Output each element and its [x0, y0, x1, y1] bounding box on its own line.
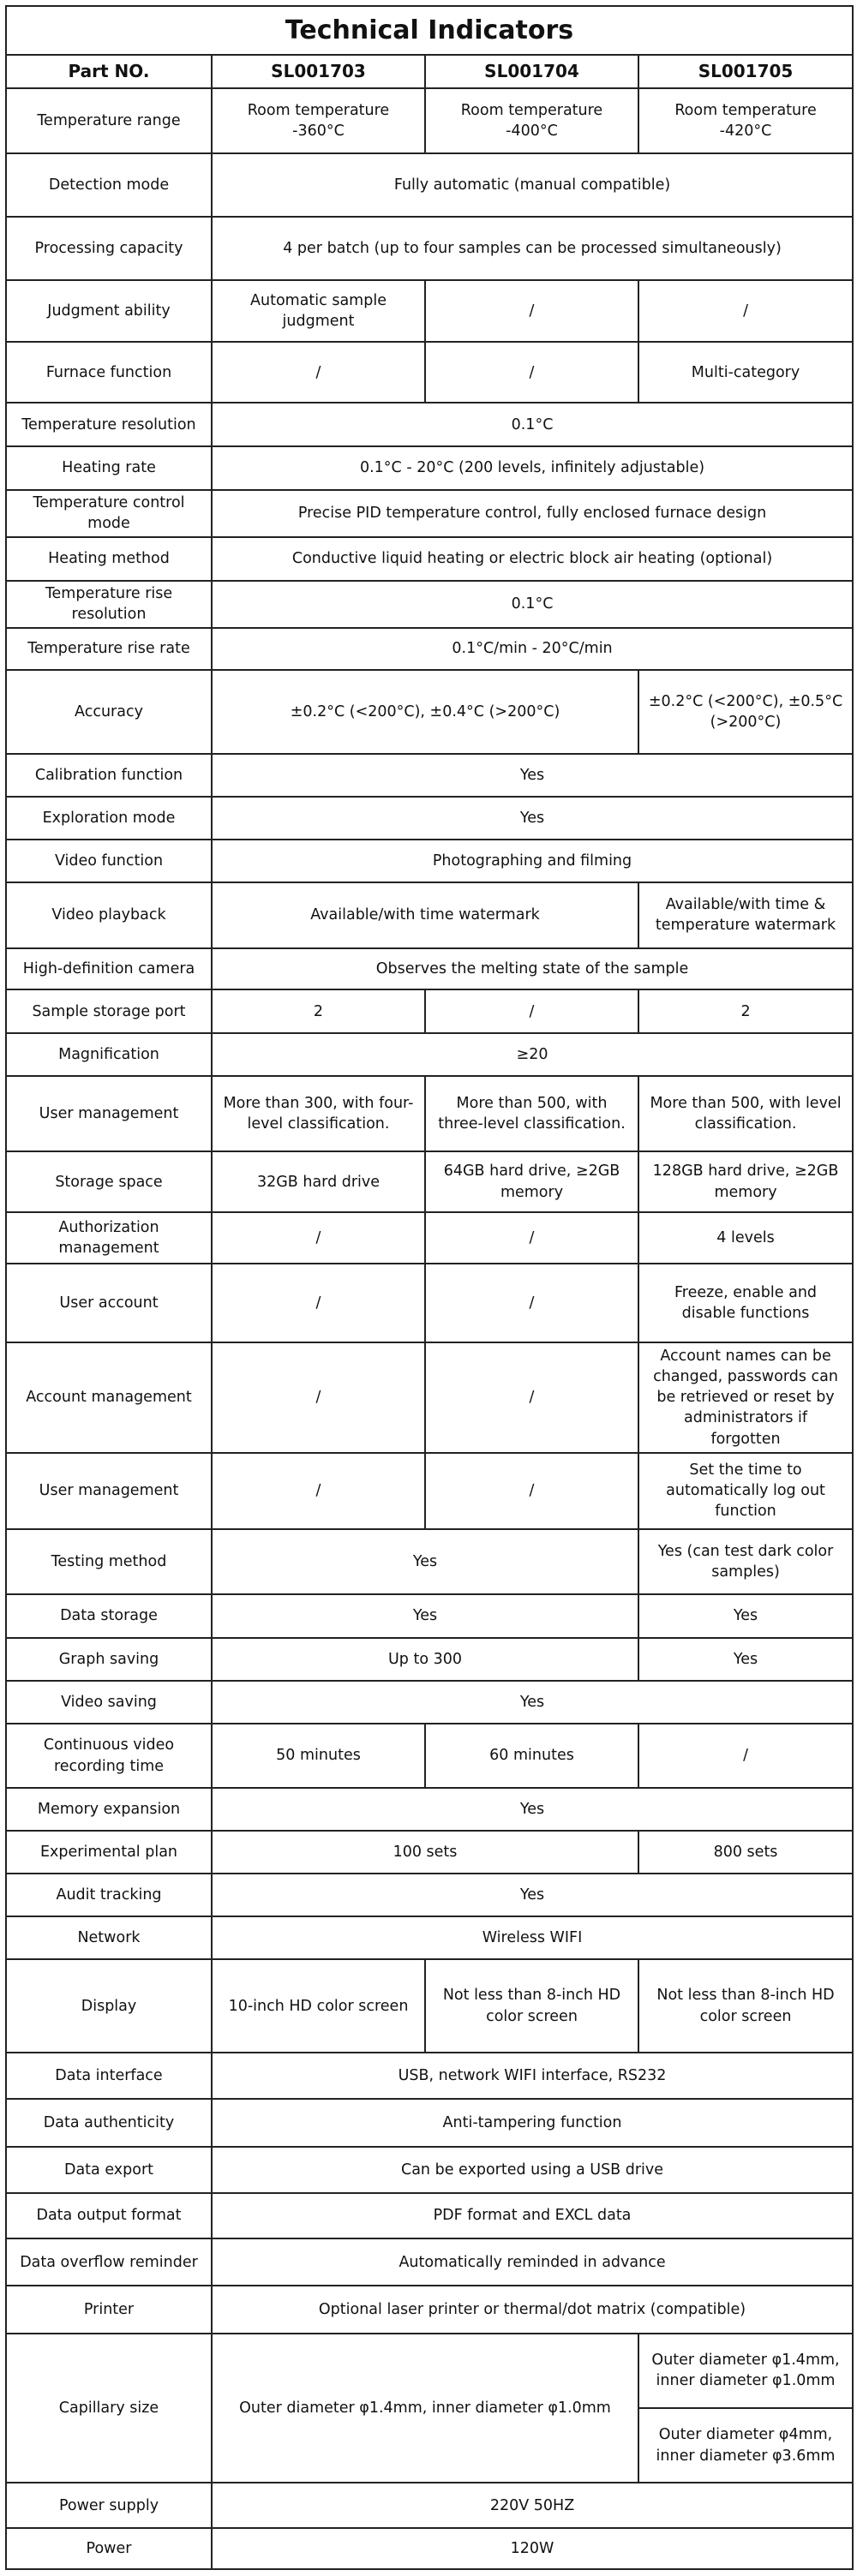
header-row — [6, 55, 853, 89]
spec-value: Available/with time watermark — [212, 882, 638, 948]
model-header-sl001703: SL001703 — [212, 55, 425, 89]
spec-row-testing-method — [6, 1529, 853, 1594]
spec-value: / — [212, 342, 425, 403]
spec-label: Temperature resolution — [6, 403, 212, 446]
spec-value: ±0.2°C (<200°C), ±0.4°C (>200°C) — [212, 670, 638, 753]
spec-label: Capillary size — [6, 2334, 212, 2483]
spec-row-temperature-rise-resolution — [6, 581, 853, 628]
spec-label: Sample storage port — [6, 989, 212, 1033]
spec-value: 32GB hard drive — [212, 1151, 425, 1212]
spec-label: Display — [6, 1959, 212, 2053]
spec-label: Graph saving — [6, 1638, 212, 1682]
spec-value: Yes — [212, 1529, 638, 1594]
spec-value: 50 minutes — [212, 1724, 425, 1788]
spec-row-temperature-control-mode — [6, 490, 853, 537]
part-no-header: Part NO. — [6, 55, 212, 89]
spec-value: 2 — [638, 989, 853, 1033]
spec-label: Data authenticity — [6, 2099, 212, 2147]
spec-value: Yes — [212, 797, 853, 840]
spec-label: Video saving — [6, 1681, 212, 1724]
spec-value: Outer diameter φ1.4mm, inner diameter φ1.0mm — [212, 2334, 638, 2483]
spec-value: 0.1°C — [212, 581, 853, 628]
spec-value: / — [425, 342, 638, 403]
model-header-sl001705: SL001705 — [638, 55, 853, 89]
spec-row-data-storage — [6, 1594, 853, 1638]
spec-row-temperature-resolution — [6, 403, 853, 446]
spec-value: More than 500, with level classification. — [638, 1076, 853, 1151]
spec-value: Observes the melting state of the sample — [212, 948, 853, 990]
spec-label: Data interface — [6, 2053, 212, 2099]
spec-row-video-playback — [6, 882, 853, 948]
spec-row-data-authenticity — [6, 2099, 853, 2147]
spec-label: Processing capacity — [6, 217, 212, 280]
spec-label: Testing method — [6, 1529, 212, 1594]
title-row — [6, 6, 853, 55]
spec-label: Network — [6, 1916, 212, 1959]
spec-value: 10-inch HD color screen — [212, 1959, 425, 2053]
spec-value: / — [425, 1264, 638, 1342]
spec-value: 64GB hard drive, ≥2GB memory — [425, 1151, 638, 1212]
spec-label: Memory expansion — [6, 1788, 212, 1831]
spec-value: Photographing and filming — [212, 840, 853, 882]
spec-value: / — [425, 280, 638, 342]
spec-row-continuous-video-recording-time — [6, 1724, 853, 1788]
spec-value: Precise PID temperature control, fully enclosed furnace design — [212, 490, 853, 537]
spec-value: 0.1°C — [212, 403, 853, 446]
spec-value: / — [425, 1212, 638, 1264]
spec-label: Detection mode — [6, 153, 212, 217]
spec-value: Set the time to automatically log out function — [638, 1453, 853, 1529]
spec-value: 2 — [212, 989, 425, 1033]
spec-label: Power supply — [6, 2483, 212, 2528]
spec-value: More than 500, with three-level classification. — [425, 1076, 638, 1151]
spec-value: Automatic sample judgment — [212, 280, 425, 342]
spec-value: Fully automatic (manual compatible) — [212, 153, 853, 217]
spec-row-exploration-mode — [6, 797, 853, 840]
spec-label: User management — [6, 1453, 212, 1529]
spec-value: PDF format and EXCL data — [212, 2193, 853, 2239]
spec-value: Yes — [212, 1594, 638, 1638]
spec-row-printer — [6, 2286, 853, 2334]
spec-row-user-management — [6, 1076, 853, 1151]
spec-label: Temperature control mode — [6, 490, 212, 537]
spec-label: Data storage — [6, 1594, 212, 1638]
spec-value: / — [212, 1212, 425, 1264]
spec-value: / — [212, 1342, 425, 1452]
spec-row-memory-expansion — [6, 1788, 853, 1831]
spec-value: 0.1°C/min - 20°C/min — [212, 628, 853, 671]
spec-value: Room temperature -360°C — [212, 88, 425, 153]
spec-value: USB, network WIFI interface, RS232 — [212, 2053, 853, 2099]
spec-row-accuracy — [6, 670, 853, 753]
spec-value: Yes — [212, 1874, 853, 1916]
spec-row-storage-space — [6, 1151, 853, 1212]
spec-value: / — [212, 1264, 425, 1342]
spec-label: User management — [6, 1076, 212, 1151]
spec-label: Data overflow reminder — [6, 2238, 212, 2286]
spec-value: More than 300, with four-level classification. — [212, 1076, 425, 1151]
spec-label: Experimental plan — [6, 1831, 212, 1874]
spec-value: Multi-category — [638, 342, 853, 403]
spec-label: Printer — [6, 2286, 212, 2334]
spec-row-audit-tracking — [6, 1874, 853, 1916]
technical-indicators-table — [5, 5, 854, 2570]
spec-label: Heating rate — [6, 446, 212, 490]
spec-label: Calibration function — [6, 754, 212, 798]
spec-label: Data output format — [6, 2193, 212, 2239]
spec-label: Furnace function — [6, 342, 212, 403]
spec-row-video-function — [6, 840, 853, 882]
spec-label: Video playback — [6, 882, 212, 948]
spec-label: Temperature range — [6, 88, 212, 153]
spec-value: Conductive liquid heating or electric block air heating (optional) — [212, 537, 853, 581]
spec-value: 4 levels — [638, 1212, 853, 1264]
spec-value: 220V 50HZ — [212, 2483, 853, 2528]
spec-value: / — [638, 1724, 853, 1788]
spec-value: Automatically reminded in advance — [212, 2238, 853, 2286]
spec-value: Anti-tampering function — [212, 2099, 853, 2147]
spec-row-magnification — [6, 1033, 853, 1076]
spec-value: 800 sets — [638, 1831, 853, 1874]
spec-row-data-export — [6, 2147, 853, 2193]
spec-row-detection-mode — [6, 153, 853, 217]
spec-value: / — [425, 1342, 638, 1452]
spec-value: / — [638, 280, 853, 342]
spec-value: Wireless WIFI — [212, 1916, 853, 1959]
spec-value: / — [425, 1453, 638, 1529]
spec-value: 128GB hard drive, ≥2GB memory — [638, 1151, 853, 1212]
spec-label: Storage space — [6, 1151, 212, 1212]
spec-row-display — [6, 1959, 853, 2053]
spec-row-processing-capacity — [6, 217, 853, 280]
spec-label: Continuous video recording time — [6, 1724, 212, 1788]
spec-row-capillary-size — [6, 2334, 853, 2408]
spec-row-user-account — [6, 1264, 853, 1342]
spec-value: Up to 300 — [212, 1638, 638, 1682]
spec-label: Power — [6, 2528, 212, 2569]
spec-value: Yes — [638, 1638, 853, 1682]
spec-value: 4 per batch (up to four samples can be processed simultaneously) — [212, 217, 853, 280]
spec-value: Yes (can test dark color samples) — [638, 1529, 853, 1594]
spec-value: Yes — [638, 1594, 853, 1638]
spec-value: Not less than 8-inch HD color screen — [425, 1959, 638, 2053]
spec-row-data-interface — [6, 2053, 853, 2099]
spec-label: Heating method — [6, 537, 212, 581]
spec-label: Accuracy — [6, 670, 212, 753]
spec-value: Room temperature -400°C — [425, 88, 638, 153]
spec-value: Optional laser printer or thermal/dot matrix (compatible) — [212, 2286, 853, 2334]
spec-value: 100 sets — [212, 1831, 638, 1874]
spec-value: Freeze, enable and disable functions — [638, 1264, 853, 1342]
spec-value: Room temperature -420°C — [638, 88, 853, 153]
spec-row-high-definition-camera — [6, 948, 853, 990]
spec-label: High-definition camera — [6, 948, 212, 990]
spec-value: 120W — [212, 2528, 853, 2569]
spec-row-data-overflow-reminder — [6, 2238, 853, 2286]
spec-value: Account names can be changed, passwords can be retrieved or reset by administrators if forgotten — [638, 1342, 853, 1452]
spec-row-user-management — [6, 1453, 853, 1529]
spec-row-temperature-range — [6, 88, 853, 153]
spec-row-data-output-format — [6, 2193, 853, 2239]
spec-row-heating-rate — [6, 446, 853, 490]
spec-label: Judgment ability — [6, 280, 212, 342]
spec-value: Yes — [212, 1788, 853, 1831]
spec-value: Yes — [212, 754, 853, 798]
spec-row-temperature-rise-rate — [6, 628, 853, 671]
spec-value: / — [212, 1453, 425, 1529]
spec-label: User account — [6, 1264, 212, 1342]
spec-label: Temperature rise resolution — [6, 581, 212, 628]
spec-value: Yes — [212, 1681, 853, 1724]
spec-label: Exploration mode — [6, 797, 212, 840]
spec-row-authorization-management — [6, 1212, 853, 1264]
spec-label: Temperature rise rate — [6, 628, 212, 671]
spec-label: Audit tracking — [6, 1874, 212, 1916]
spec-label: Account management — [6, 1342, 212, 1452]
spec-row-graph-saving — [6, 1638, 853, 1682]
spec-value: Available/with time & temperature watermark — [638, 882, 853, 948]
spec-value: Outer diameter φ4mm, inner diameter φ3.6mm — [638, 2408, 853, 2483]
spec-label: Authorization management — [6, 1212, 212, 1264]
spec-value: ±0.2°C (<200°C), ±0.5°C (>200°C) — [638, 670, 853, 753]
spec-row-network — [6, 1916, 853, 1959]
spec-label: Data export — [6, 2147, 212, 2193]
spec-label: Video function — [6, 840, 212, 882]
spec-value: 60 minutes — [425, 1724, 638, 1788]
spec-value: Can be exported using a USB drive — [212, 2147, 853, 2193]
spec-row-judgment-ability — [6, 280, 853, 342]
spec-value: / — [425, 989, 638, 1033]
spec-row-experimental-plan — [6, 1831, 853, 1874]
spec-value: Outer diameter φ1.4mm, inner diameter φ1.0mm — [638, 2334, 853, 2408]
model-header-sl001704: SL001704 — [425, 55, 638, 89]
spec-label: Magnification — [6, 1033, 212, 1076]
spec-row-sample-storage-port — [6, 989, 853, 1033]
spec-value: 0.1°C - 20°C (200 levels, infinitely adjustable) — [212, 446, 853, 490]
spec-row-power — [6, 2528, 853, 2569]
spec-row-account-management — [6, 1342, 853, 1452]
spec-value: ≥20 — [212, 1033, 853, 1076]
spec-row-furnace-function — [6, 342, 853, 403]
spec-row-heating-method — [6, 537, 853, 581]
spec-row-video-saving — [6, 1681, 853, 1724]
spec-row-calibration-function — [6, 754, 853, 798]
table-title: Technical Indicators — [6, 6, 853, 55]
spec-row-power-supply — [6, 2483, 853, 2528]
spec-value: Not less than 8-inch HD color screen — [638, 1959, 853, 2053]
